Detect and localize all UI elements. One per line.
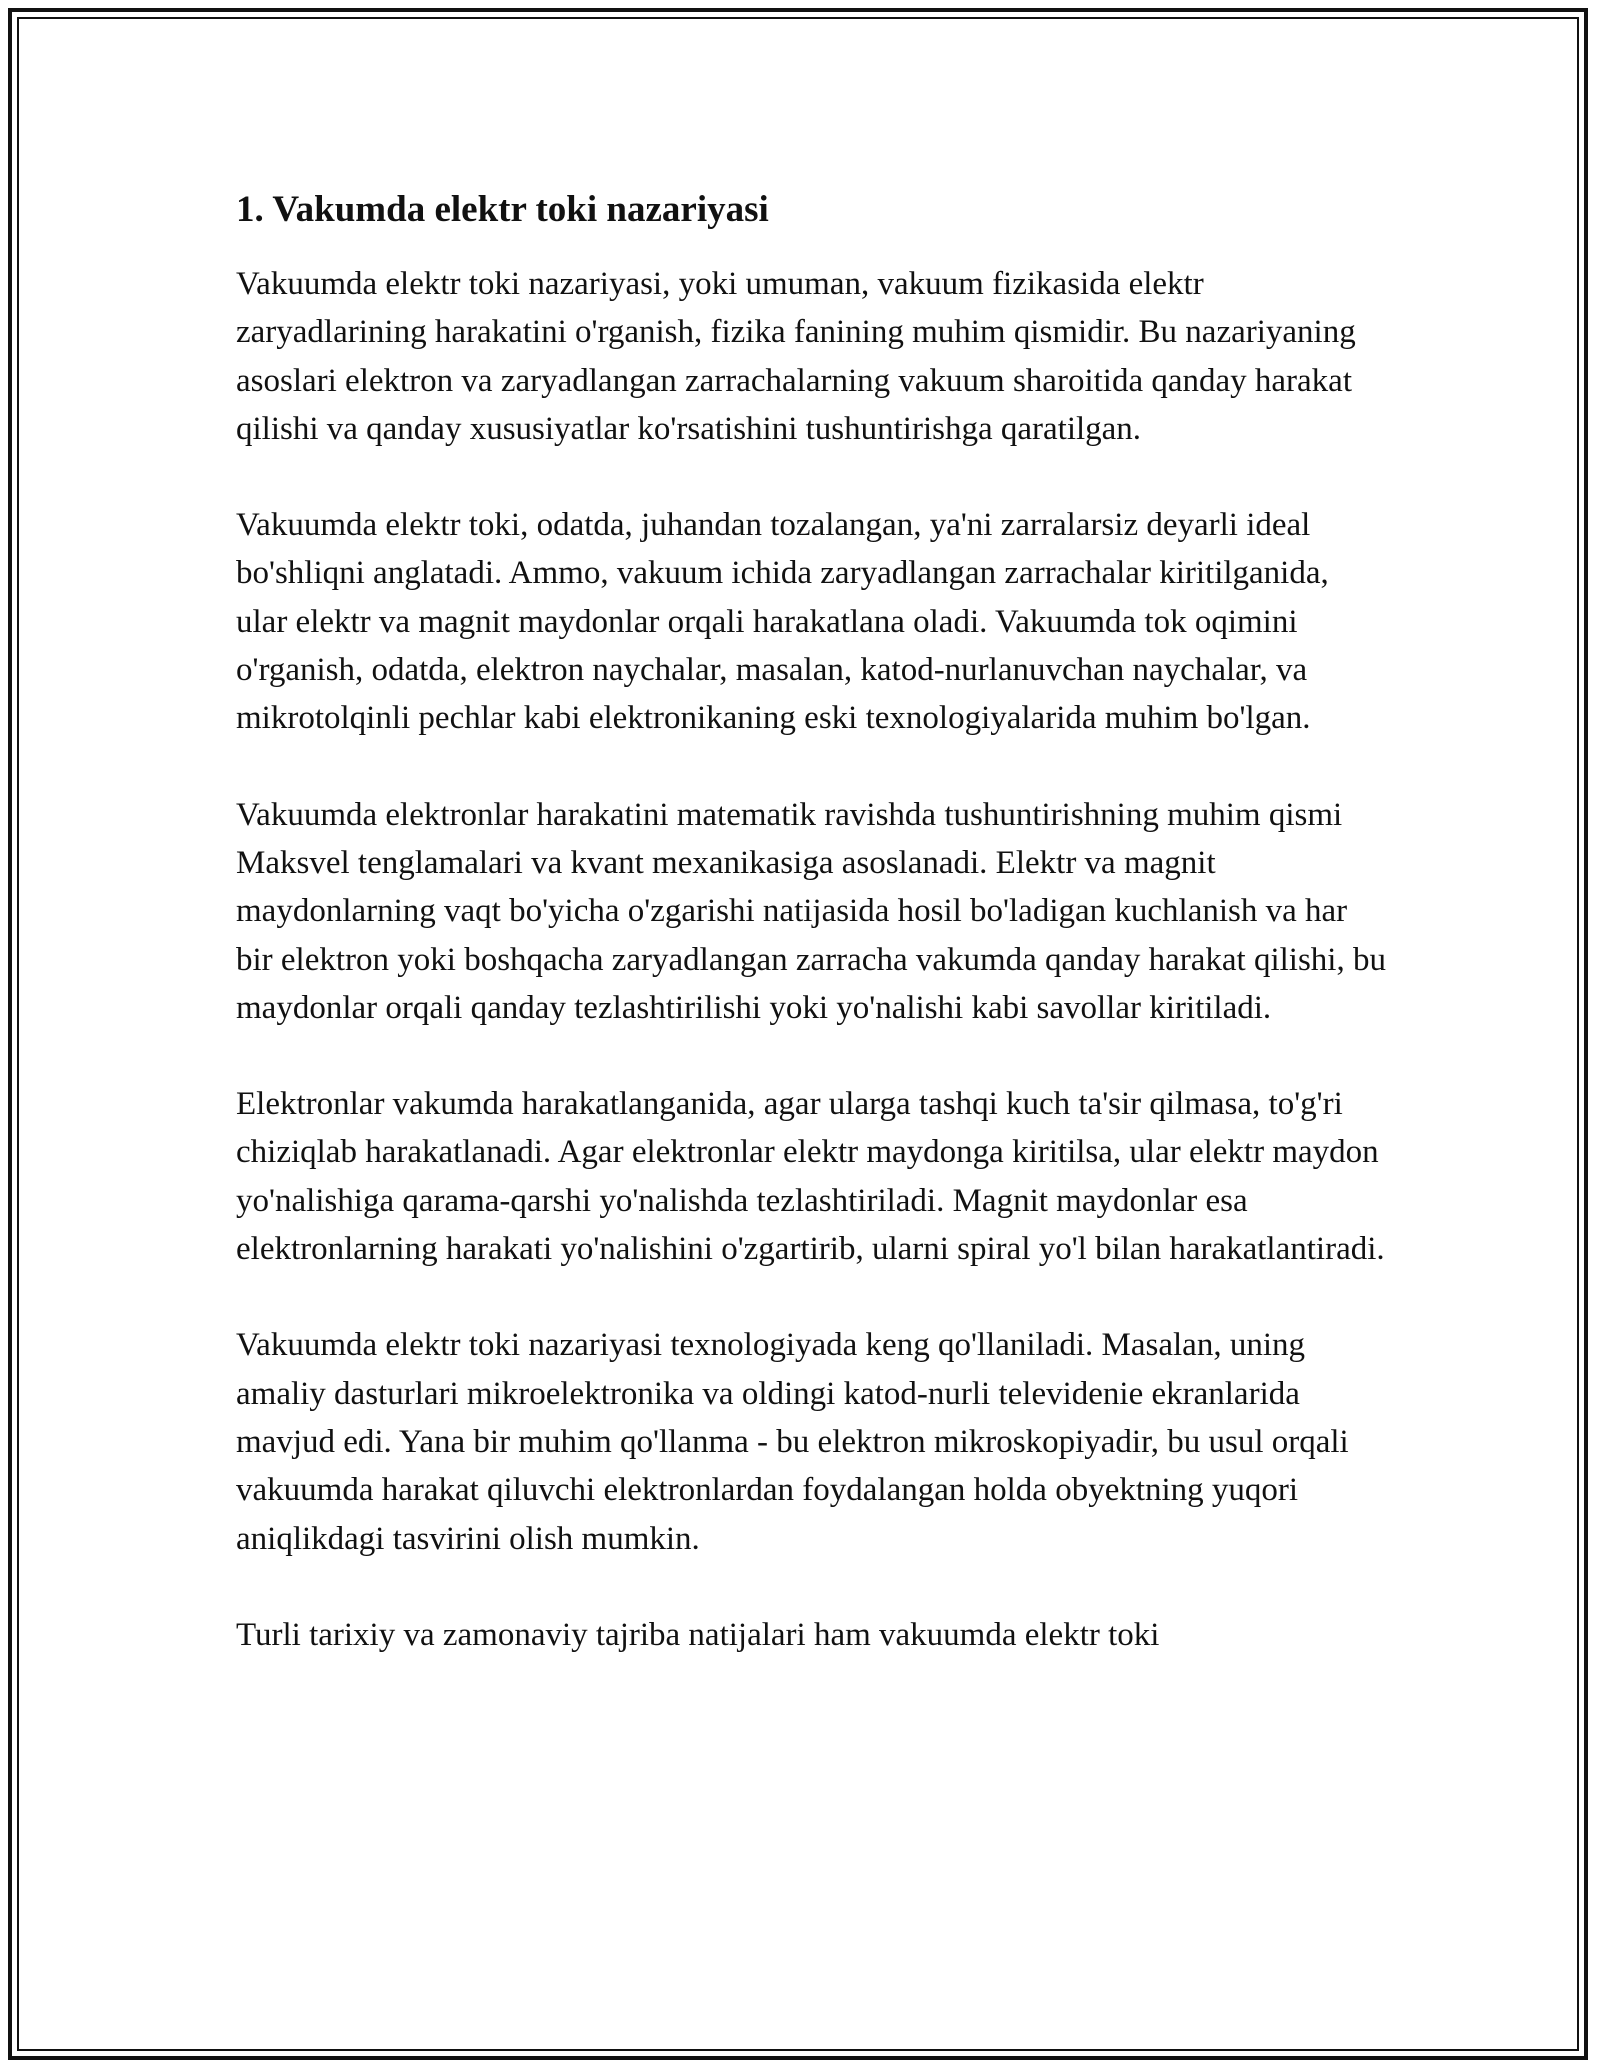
document-body xyxy=(236,186,1386,1659)
paragraph: Turli tarixiy va zamonaviy tajriba natijalari ham vakuumda elektr toki xyxy=(236,1616,1160,1653)
paragraph: Vakuumda elektr toki nazariyasi, yoki umuman, vakuum fizikasida elektr zaryadlarining harakatini o'rganish, fizika fanining muhim qismidir. Bu nazariyaning asoslari elektron va zaryadlangan zarrachalarning vakuum sharoitida qanday harakat qilishi va qanday xususiyatlar ko'rsatishini tushuntirishga qaratilgan. xyxy=(236,266,1356,447)
paragraph: Vakuumda elektr toki, odatda, juhandan tozalangan, ya'ni zarralarsiz deyarli ideal bo'shliqni anglatadi. Ammo, vakuum ichida zaryadlangan zarrachalar kiritilganida, ular elektr va magnit maydonlar orqali harakatlana oladi. Vakuumda tok oqimini o'rganish, odatda, elektron naychalar, masalan, katod-nurlanuvchan naychalar, va mikrotolqinli pechlar kabi elektronikaning eski texnologiyalarida muhim bo'lgan. xyxy=(236,507,1329,737)
document-title: 1. Vakumda elektr toki nazariyasi xyxy=(236,189,769,230)
paragraph: Elektronlar vakumda harakatlanganida, agar ularga tashqi kuch ta'sir qilmasa, to'g'ri chiziqlab harakatlanadi. Agar elektronlar elektr maydonga kiritilsa, ular elektr maydon yo'nalishiga qarama-qarshi yo'nalishda tezlashtiriladi. Magnit maydonlar esa elektronlarning harakati yo'nalishini o'zgartirib, ularni spiral yo'l bilan harakatlantiradi. xyxy=(236,1086,1385,1268)
paragraph: Vakuumda elektr toki nazariyasi texnologiyada keng qo'llaniladi. Masalan, uning amaliy dasturlari mikroelektronika va oldingi katod-nurli televidenie ekranlarida mavjud edi. Yana bir muhim qo'llanma - bu elektron mikroskopiyadir, bu usul orqali vakuumda harakat qiluvchi elektronlardan foydalangan holda obyektning yuqori aniqlikdagi tasvirini olish mumkin. xyxy=(236,1327,1349,1557)
paragraph: Vakuumda elektronlar harakatini matematik ravishda tushuntirishning muhim qismi Maksvel tenglamalari va kvant mexanikasiga asoslanadi. Elektr va magnit maydonlarning vaqt bo'yicha o'zgarishi natijasida hosil bo'ladigan kuchlanish va har bir elektron yoki boshqacha zaryadlangan zarracha vakumda qanday harakat qilishi, bu maydonlar orqali qanday tezlashtirilishi yoki yo'nalishi kabi savollar kiritiladi. xyxy=(236,796,1386,1026)
